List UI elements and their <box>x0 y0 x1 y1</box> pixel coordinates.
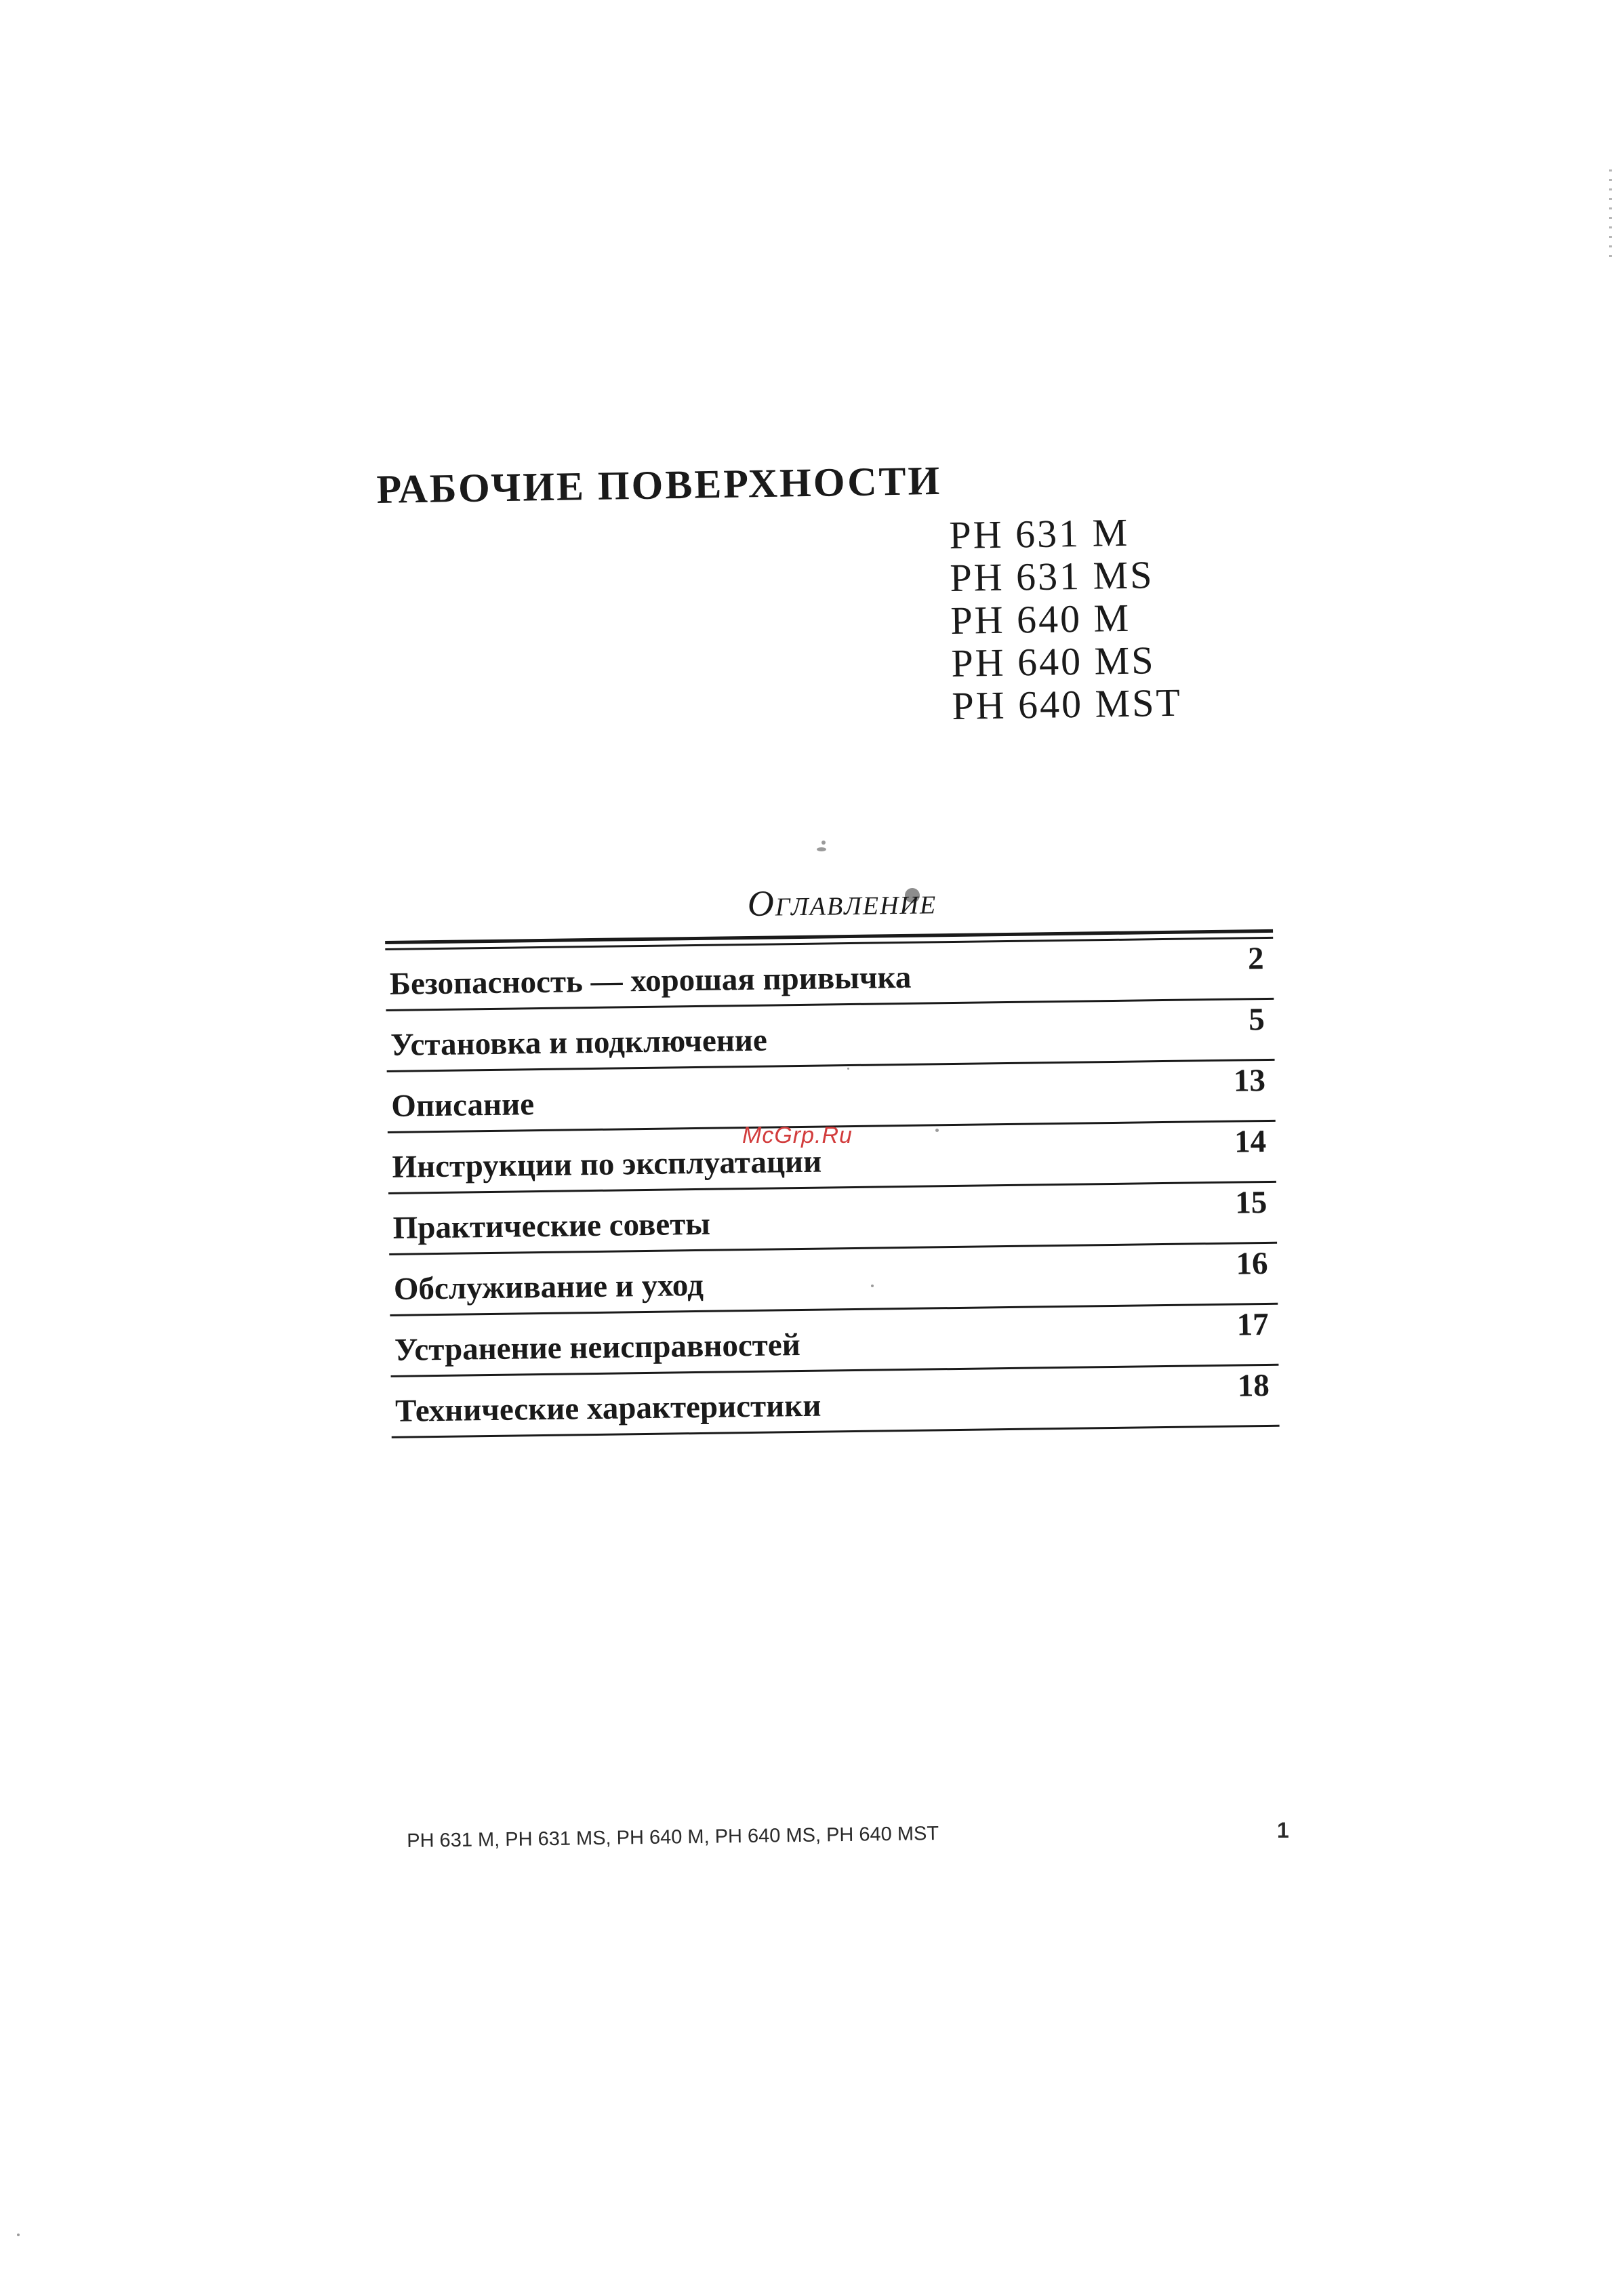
toc-entry[interactable] <box>386 1000 1275 1072</box>
scan-speck <box>821 841 826 845</box>
toc-entry-page: 13 <box>1233 1063 1266 1099</box>
toc-entry-label: Инструкции по эксплуатации <box>392 1144 822 1185</box>
toc-entry-label: Описание <box>391 1087 535 1124</box>
toc-entry[interactable] <box>388 1183 1277 1255</box>
toc-entry-page: 17 <box>1236 1306 1270 1343</box>
toc-entry-label: Установка и подключение <box>390 1022 768 1063</box>
model-name: PH 640 MS <box>950 638 1156 685</box>
toc-entry[interactable] <box>389 1244 1278 1316</box>
toc-entry[interactable] <box>390 1305 1278 1377</box>
toc-entry[interactable] <box>391 1366 1280 1438</box>
scan-speck <box>17 2234 20 2236</box>
document-title: РАБОЧИЕ ПОВЕРХНОСТИ <box>376 458 942 512</box>
model-name: PH 631 M <box>948 510 1130 557</box>
toc-list <box>385 939 1279 1438</box>
model-name: PH 640 MST <box>951 680 1183 728</box>
scan-speck <box>817 847 826 851</box>
toc-heading: Оглавление <box>747 881 937 924</box>
toc-entry-page: 14 <box>1234 1124 1267 1160</box>
toc-entry-label: Безопасность — хорошая привычка <box>389 959 912 1002</box>
footer-models: PH 631 M, PH 631 MS, PH 640 M, PH 640 MS, PH 640 MST <box>407 1823 939 1852</box>
model-list <box>949 510 1182 727</box>
toc-entry-label: Технические характеристики <box>394 1388 821 1429</box>
toc-entry-page: 5 <box>1248 1002 1265 1038</box>
scan-edge-marks <box>1609 169 1612 258</box>
toc-entry-label: Практические советы <box>392 1206 711 1246</box>
toc-entry-label: Устранение неисправностей <box>394 1327 801 1368</box>
toc-entry[interactable] <box>385 939 1274 1011</box>
table-of-contents <box>384 870 1280 1438</box>
toc-entry-page: 2 <box>1247 941 1264 977</box>
toc-entry-label: Обслуживание и уход <box>393 1267 704 1307</box>
model-name: PH 631 MS <box>949 552 1154 600</box>
toc-entry-page: 15 <box>1234 1184 1267 1221</box>
toc-entry-page: 16 <box>1236 1245 1268 1282</box>
model-name: PH 640 M <box>950 595 1131 643</box>
toc-entry-page: 18 <box>1237 1367 1270 1404</box>
watermark-text: McGrp.Ru <box>742 1123 853 1148</box>
page-number: 1 <box>1277 1818 1289 1842</box>
